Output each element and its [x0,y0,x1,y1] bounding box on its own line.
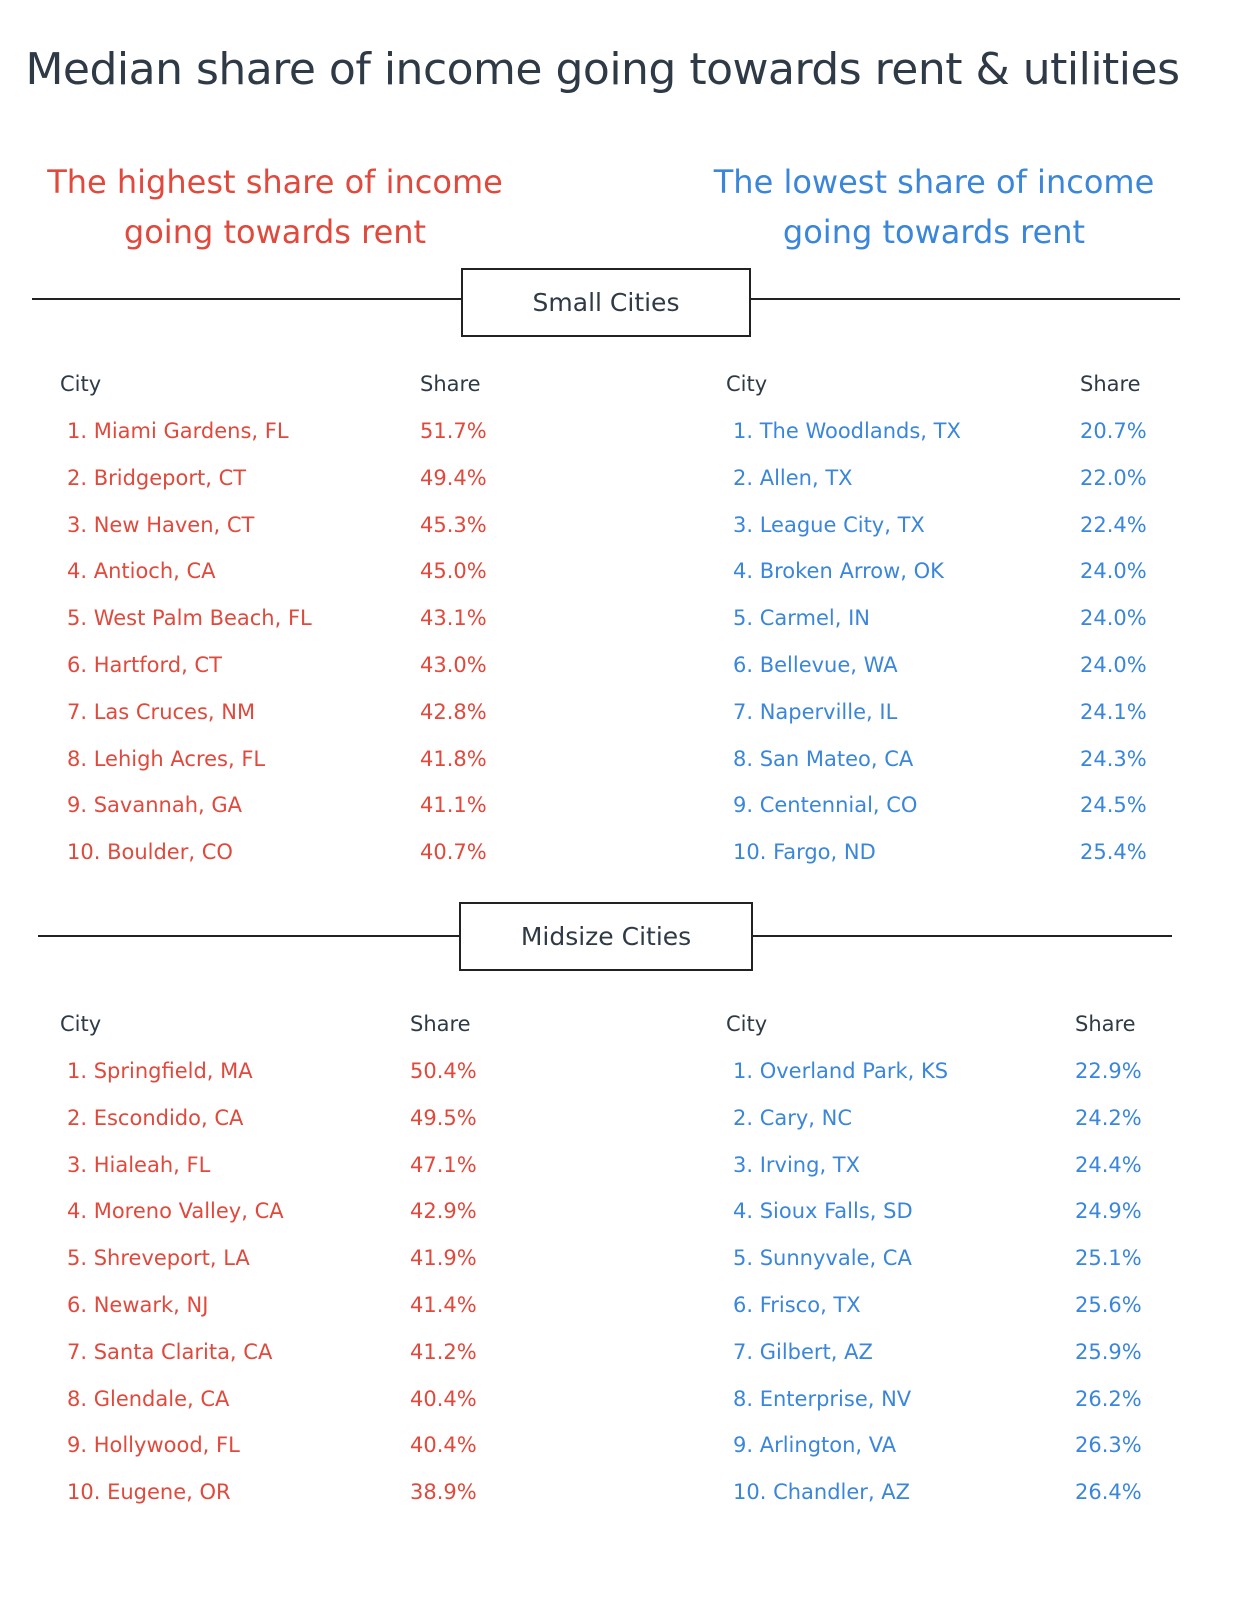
column-header-share: Share [420,372,481,396]
column-header-share: Share [410,1012,471,1036]
column-header-share: Share [1075,1012,1136,1036]
highest-share-subtitle: The highest share of income going towards rent [47,163,503,251]
table-row-city: 1. Overland Park, KS [733,1059,949,1083]
table-row-share: 50.4% [410,1059,477,1083]
table-row-share: 43.0% [420,653,487,677]
table-row-city: 6. Newark, NJ [67,1293,209,1317]
section-rule-right [750,298,1180,300]
table-row-share: 45.0% [420,559,487,583]
table-row-share: 26.4% [1075,1480,1142,1504]
table-row-city: 4. Broken Arrow, OK [733,559,944,583]
table-row-share: 22.9% [1075,1059,1142,1083]
table-row-city: 3. Irving, TX [733,1153,861,1177]
table-row-city: 6. Frisco, TX [733,1293,861,1317]
table-row-share: 20.7% [1080,419,1147,443]
table-row-city: 8. Lehigh Acres, FL [67,747,266,771]
table-row-share: 41.9% [410,1246,477,1270]
table-row-share: 43.1% [420,606,487,630]
table-row-share: 25.4% [1080,840,1147,864]
table-row-share: 24.3% [1080,747,1147,771]
table-row-share: 42.8% [420,700,487,724]
table-row-share: 24.9% [1075,1199,1142,1223]
table-row-city: 8. Glendale, CA [67,1387,230,1411]
table-row-city: 5. Carmel, IN [733,606,870,630]
table-row-share: 24.0% [1080,653,1147,677]
table-row-share: 22.4% [1080,513,1147,537]
table-row-city: 9. Arlington, VA [733,1433,897,1457]
table-row-city: 2. Bridgeport, CT [67,466,247,490]
table-row-share: 42.9% [410,1199,477,1223]
table-row-share: 49.5% [410,1106,477,1130]
table-row-city: 4. Sioux Falls, SD [733,1199,913,1223]
section-label-midsize-cities: Midsize Cities [459,902,753,971]
table-row-city: 1. Springfield, MA [67,1059,253,1083]
column-header-city: City [60,1012,102,1036]
table-row-share: 24.5% [1080,793,1147,817]
table-row-city: 2. Allen, TX [733,466,853,490]
lowest-share-subtitle: The lowest share of income going towards rent [713,163,1155,251]
table-row-share: 40.4% [410,1433,477,1457]
table-row-city: 3. Hialeah, FL [67,1153,211,1177]
table-row-share: 38.9% [410,1480,477,1504]
table-row-city: 7. Gilbert, AZ [733,1340,873,1364]
table-row-share: 26.2% [1075,1387,1142,1411]
table-row-city: 10. Boulder, CO [67,840,233,864]
page-title: Median share of income going towards rent & utilities [25,44,1180,95]
table-row-city: 10. Eugene, OR [67,1480,231,1504]
table-row-city: 3. League City, TX [733,513,925,537]
table-row-share: 41.8% [420,747,487,771]
table-row-city: 5. Shreveport, LA [67,1246,250,1270]
table-row-share: 24.0% [1080,559,1147,583]
table-row-share: 24.2% [1075,1106,1142,1130]
table-row-city: 8. San Mateo, CA [733,747,914,771]
table-row-city: 7. Las Cruces, NM [67,700,256,724]
table-row-city: 2. Cary, NC [733,1106,853,1130]
column-header-city: City [60,372,102,396]
table-row-city: 10. Chandler, AZ [733,1480,911,1504]
table-row-share: 49.4% [420,466,487,490]
table-row-city: 9. Savannah, GA [67,793,242,817]
table-row-share: 25.9% [1075,1340,1142,1364]
section-rule-left [38,935,460,937]
table-row-city: 7. Naperville, IL [733,700,898,724]
table-row-share: 41.2% [410,1340,477,1364]
table-row-city: 2. Escondido, CA [67,1106,244,1130]
table-row-city: 1. Miami Gardens, FL [67,419,289,443]
table-row-city: 9. Hollywood, FL [67,1433,240,1457]
table-row-city: 7. Santa Clarita, CA [67,1340,273,1364]
table-row-share: 40.4% [410,1387,477,1411]
table-row-city: 8. Enterprise, NV [733,1387,912,1411]
table-row-city: 3. New Haven, CT [67,513,255,537]
table-row-city: 4. Moreno Valley, CA [67,1199,284,1223]
section-rule-right [752,935,1172,937]
table-row-city: 6. Bellevue, WA [733,653,898,677]
table-row-city: 4. Antioch, CA [67,559,216,583]
table-row-city: 6. Hartford, CT [67,653,222,677]
table-row-share: 51.7% [420,419,487,443]
table-row-share: 40.7% [420,840,487,864]
table-row-share: 26.3% [1075,1433,1142,1457]
table-row-share: 25.6% [1075,1293,1142,1317]
table-row-city: 10. Fargo, ND [733,840,876,864]
column-header-share: Share [1080,372,1141,396]
section-label-small-cities: Small Cities [461,268,751,337]
table-row-share: 24.4% [1075,1153,1142,1177]
table-row-city: 1. The Woodlands, TX [733,419,961,443]
table-row-share: 41.1% [420,793,487,817]
table-row-share: 25.1% [1075,1246,1142,1270]
section-rule-left [32,298,462,300]
column-header-city: City [726,1012,768,1036]
column-header-city: City [726,372,768,396]
table-row-city: 5. Sunnyvale, CA [733,1246,912,1270]
table-row-share: 22.0% [1080,466,1147,490]
table-row-share: 45.3% [420,513,487,537]
table-row-share: 41.4% [410,1293,477,1317]
table-row-share: 24.0% [1080,606,1147,630]
table-row-share: 24.1% [1080,700,1147,724]
table-row-city: 9. Centennial, CO [733,793,918,817]
table-row-city: 5. West Palm Beach, FL [67,606,312,630]
table-row-share: 47.1% [410,1153,477,1177]
